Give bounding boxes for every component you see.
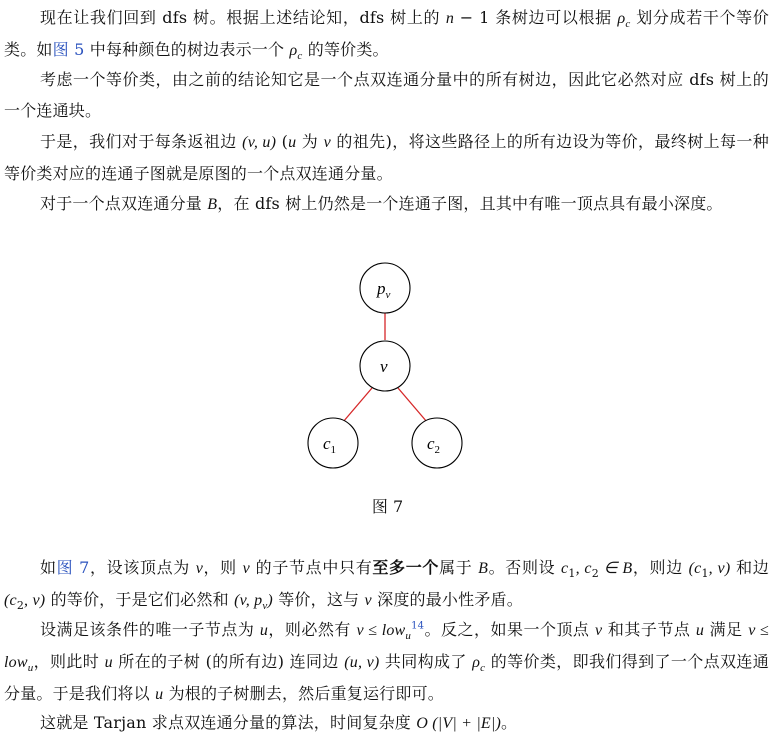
emphasis-at-most-one: 至多一个 — [372, 558, 440, 577]
node-c2 — [412, 418, 462, 468]
paragraph-1: 现在让我们回到 dfs 树。根据上述结论知，dfs 树上的 n − 1 条树边可以根据 $\rho_c$ 划分成若干个等价类。如图 5 中每种颜色的树边表示一个 $\rho_c$ 的等价类。 — [4, 8, 769, 63]
figure-5-link[interactable]: 图 5 — [52, 40, 85, 59]
paragraph-3: 于是，我们对于每条返祖边 (v, u) (u 为 v 的祖先)，将这些路径上的所有边设为等价，最终树上每一种等价类对应的连通子图就是原图的一个点双连通分量。 — [4, 132, 769, 183]
tree-figure — [0, 262, 775, 522]
figure-7-link[interactable]: 图 7 — [56, 558, 90, 577]
paragraph-6: 设满足该条件的唯一子节点为 u，则必然有 v ≤ low$_u^{14}$。反之，如果一个顶点 v 和其子节点 u 满足 v ≤ low$_u$，则此时 u 所在的子树 (的所有边) 连同边 (u, v) 共同构成了 $\rho_c$ 的等价类，即我们得到了一个点双连通分量。于是我们将以 u 为根的子树删去，然后重复运行即可。 — [4, 620, 770, 703]
node-c2-label: $c_2$ — [427, 434, 441, 456]
figure-caption: 图 7 — [371, 497, 404, 516]
footnote-14-link[interactable]: 14 — [411, 620, 425, 632]
paragraph-5: 如图 7，设该顶点为 v，则 v 的子节点中只有至多一个属于 B。否则设 $c_1$, $c_2$ ∈ B，则边 ($c_1$, v) 和边 ($c_2$, v) 的等价，于是它们必然和 (v, $p_v$) 等价，这与 v 深度的最小性矛盾。 — [4, 558, 769, 613]
paragraph-7: 这就是 Tarjan 求点双连通分量的算法，时间复杂度 O (|V| + |E|)。 — [40, 713, 518, 732]
edge-v-c1 — [343, 388, 372, 422]
edge-v-c2 — [398, 388, 427, 422]
node-pv-label: $p_v$ — [377, 279, 391, 301]
node-c1-label: $c_1$ — [323, 434, 337, 456]
paragraph-4: 对于一个点双连通分量 B，在 dfs 树上仍然是一个连通子图，且其中有唯一顶点具有最小深度。 — [40, 194, 723, 213]
paragraph-2: 考虑一个等价类，由之前的结论知它是一个点双连通分量中的所有树边，因此它必然对应 dfs 树上的一个连通块。 — [4, 70, 769, 120]
node-v-label: v — [380, 357, 388, 376]
node-c1 — [308, 418, 358, 468]
